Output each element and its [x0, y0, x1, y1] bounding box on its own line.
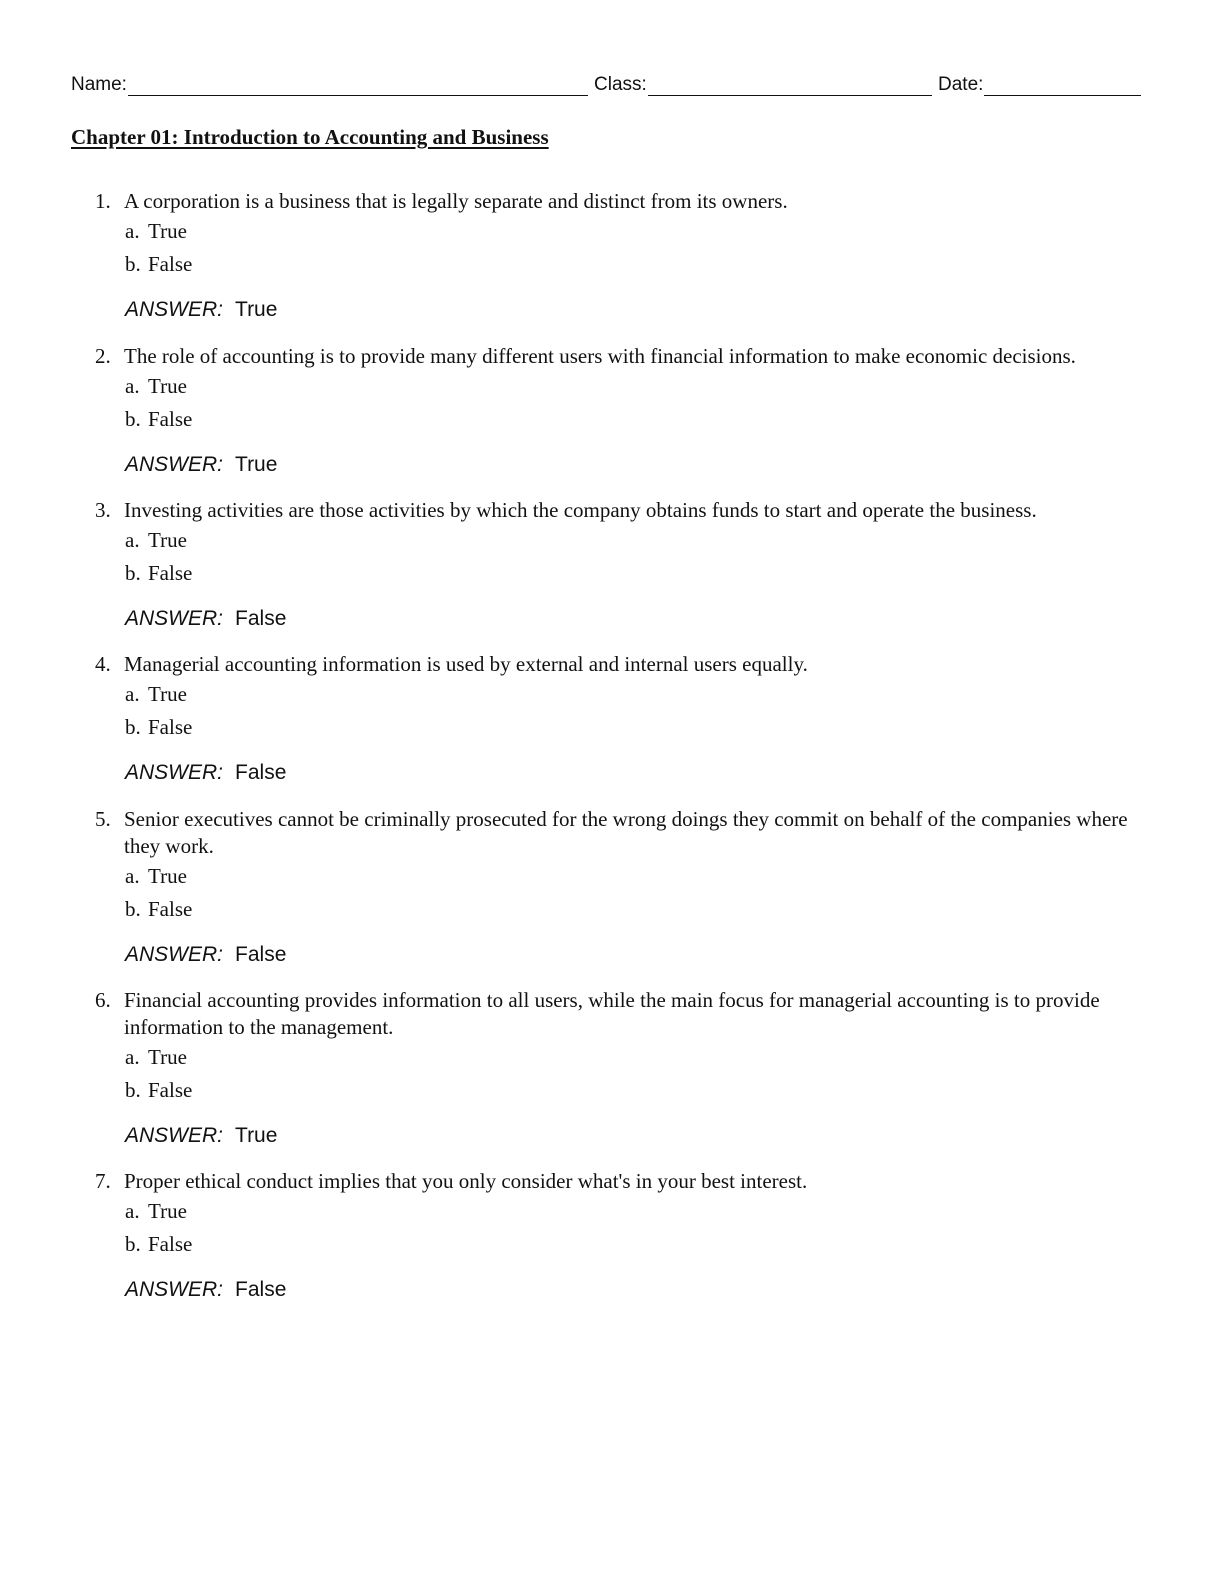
name-blank-line[interactable] — [128, 73, 588, 96]
option-letter: a. — [125, 528, 140, 552]
question-text: A corporation is a business that is legally separate and distinct from its owners. — [124, 189, 788, 213]
question-number: 3. — [95, 498, 111, 522]
answer-value: True — [235, 298, 278, 321]
option-text: True — [148, 374, 187, 398]
option-false — [125, 248, 1135, 281]
answer-label: ANSWER: — [125, 298, 224, 321]
date-field — [938, 72, 1141, 96]
answer-value: False — [235, 943, 287, 966]
answer-label: ANSWER: — [125, 943, 224, 966]
option-text: True — [148, 864, 187, 888]
question-item — [95, 806, 1135, 968]
question-item — [95, 987, 1135, 1149]
option-false — [125, 557, 1135, 590]
option-false — [125, 403, 1135, 436]
class-field — [594, 72, 932, 96]
option-text: True — [148, 219, 187, 243]
option-true — [125, 524, 1135, 557]
option-letter: b. — [125, 561, 141, 585]
answer-label: ANSWER: — [125, 607, 224, 630]
option-letter: a. — [125, 1045, 140, 1069]
option-true — [125, 215, 1135, 248]
question-item — [95, 497, 1135, 632]
class-label: Class: — [594, 74, 647, 95]
option-true — [125, 860, 1135, 893]
answer-label: ANSWER: — [125, 1278, 224, 1301]
question-number: 2. — [95, 344, 111, 368]
answer-value: True — [235, 1124, 278, 1147]
option-text: False — [148, 252, 193, 276]
option-letter: a. — [125, 219, 140, 243]
student-info-header — [71, 72, 1141, 98]
question-number: 4. — [95, 652, 111, 676]
answer-label: ANSWER: — [125, 1124, 224, 1147]
class-blank-line[interactable] — [648, 73, 932, 96]
question-item — [95, 343, 1135, 478]
answer-line — [125, 297, 1135, 323]
answer-line — [125, 1123, 1135, 1149]
option-letter: b. — [125, 1078, 141, 1102]
option-letter: a. — [125, 1199, 140, 1223]
answer-value: False — [235, 607, 287, 630]
option-text: False — [148, 897, 193, 921]
answer-line — [125, 760, 1135, 786]
option-text: True — [148, 528, 187, 552]
option-letter: b. — [125, 252, 141, 276]
answer-line — [125, 452, 1135, 478]
date-blank-line[interactable] — [984, 73, 1141, 96]
question-text: Financial accounting provides information to all users, while the main focus for managerial accounting is to provide information to the management. — [124, 988, 1100, 1039]
question-number: 1. — [95, 189, 111, 213]
answer-label: ANSWER: — [125, 453, 224, 476]
option-text: True — [148, 682, 187, 706]
question-text: Investing activities are those activities by which the company obtains funds to start and operate the business. — [124, 498, 1037, 522]
option-text: True — [148, 1199, 187, 1223]
question-item — [95, 1168, 1135, 1303]
answer-label: ANSWER: — [125, 761, 224, 784]
question-number: 6. — [95, 988, 111, 1012]
question-text: Senior executives cannot be criminally prosecuted for the wrong doings they commit on behalf of the companies where they work. — [124, 807, 1128, 858]
answer-line — [125, 606, 1135, 632]
answer-line — [125, 1277, 1135, 1303]
option-false — [125, 711, 1135, 744]
answer-line — [125, 942, 1135, 968]
date-label: Date: — [938, 74, 984, 95]
option-false — [125, 1228, 1135, 1261]
option-letter: b. — [125, 1232, 141, 1256]
answer-value: False — [235, 1278, 287, 1301]
option-letter: b. — [125, 407, 141, 431]
option-true — [125, 1195, 1135, 1228]
option-letter: a. — [125, 682, 140, 706]
option-true — [125, 1041, 1135, 1074]
option-letter: a. — [125, 374, 140, 398]
question-text: Managerial accounting information is used by external and internal users equally. — [124, 652, 808, 676]
option-text: False — [148, 715, 193, 739]
name-field — [71, 72, 588, 96]
option-letter: b. — [125, 897, 141, 921]
option-false — [125, 1074, 1135, 1107]
option-false — [125, 893, 1135, 926]
option-text: False — [148, 561, 193, 585]
question-text: The role of accounting is to provide many different users with financial information to make economic decisions. — [124, 344, 1076, 368]
question-number: 7. — [95, 1169, 111, 1193]
answer-value: False — [235, 761, 287, 784]
question-text: Proper ethical conduct implies that you only consider what's in your best interest. — [124, 1169, 808, 1193]
answer-value: True — [235, 453, 278, 476]
chapter-title: Chapter 01: Introduction to Accounting and Business — [71, 125, 549, 149]
question-item — [95, 651, 1135, 786]
option-text: False — [148, 1232, 193, 1256]
option-text: True — [148, 1045, 187, 1069]
option-true — [125, 370, 1135, 403]
option-letter: a. — [125, 864, 140, 888]
option-true — [125, 678, 1135, 711]
name-label: Name: — [71, 74, 127, 95]
option-text: False — [148, 407, 193, 431]
option-text: False — [148, 1078, 193, 1102]
question-number: 5. — [95, 807, 111, 831]
question-item — [95, 188, 1135, 323]
option-letter: b. — [125, 715, 141, 739]
